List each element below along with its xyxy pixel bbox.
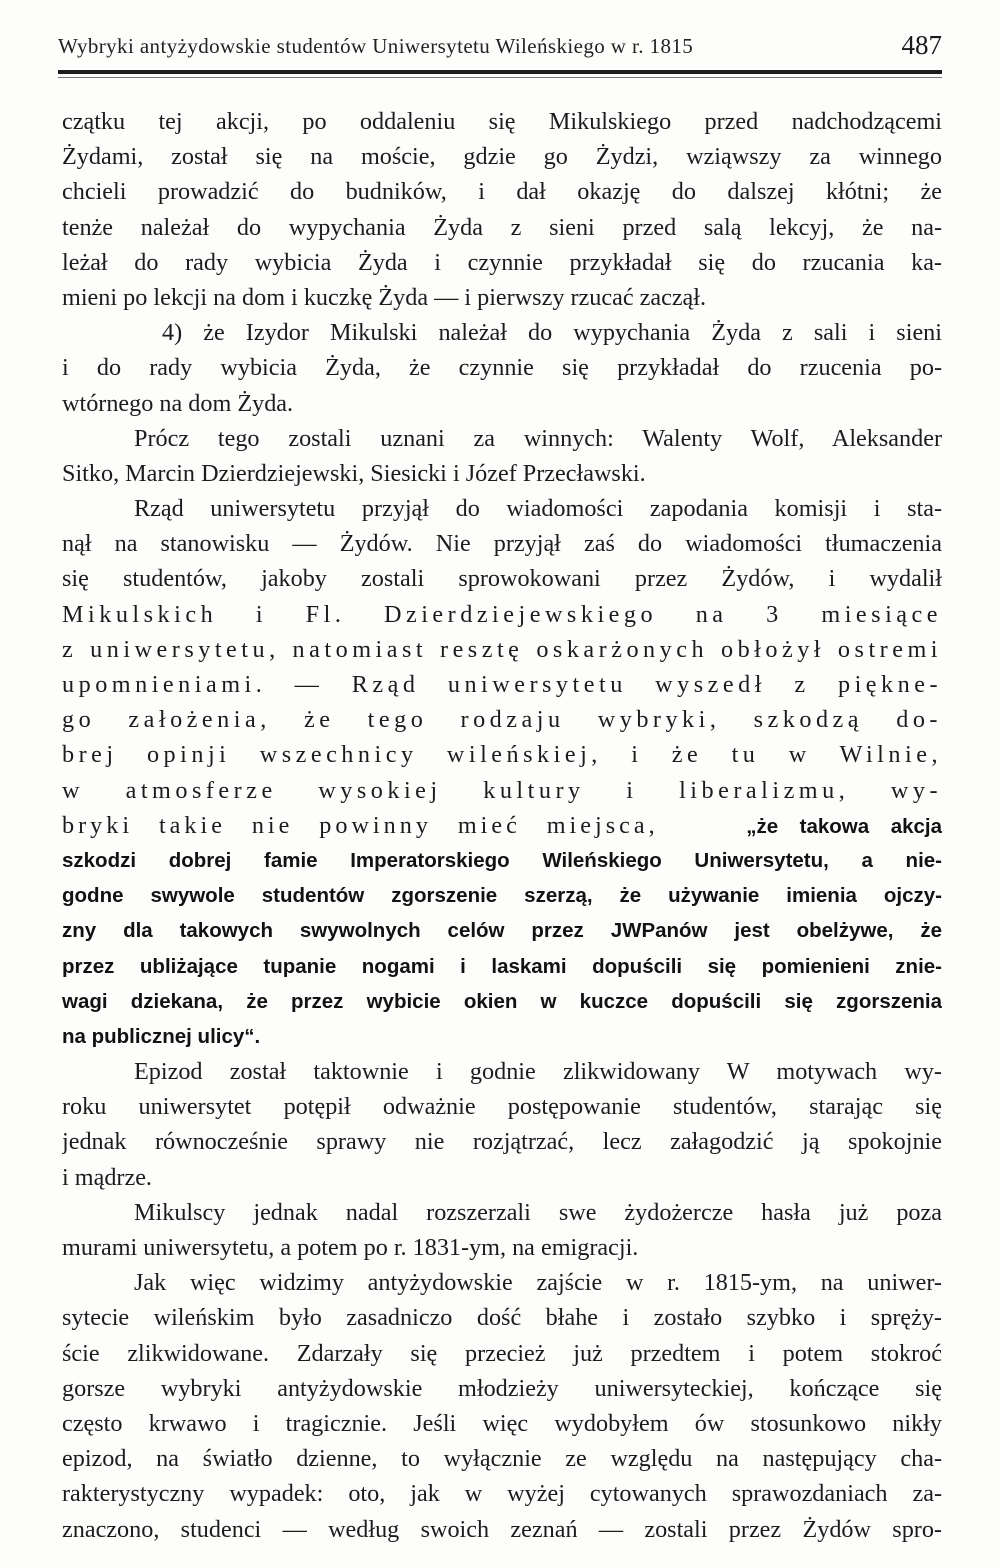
quote-line: szkodzi dobrej famie Imperatorskiego Wileńskiego Uniwersytetu, a nie- (62, 848, 942, 872)
text-line: i mądrze. (62, 1163, 152, 1191)
text-line: epizod, na światło dzienne, to wyłącznie ze względu na następujący cha- (62, 1445, 942, 1473)
text-line: mieni po lekcji na dom i kuczkę Żyda — i pierwszy rzucać zaczął. (62, 283, 707, 311)
quote-line: godne swywole studentów zgorszenie szerzą, że używanie imienia ojczy- (62, 884, 942, 908)
text-line: murami uniwersytetu, a potem po r. 1831-ym, na emigracji. (62, 1234, 639, 1261)
text-line: go założenia, że tego rodzaju wybryki, szkodzą do- (62, 706, 942, 734)
quote-line: zny dla takowych swywolnych celów przez JWPanów jest obelżywe, że (62, 919, 942, 943)
text-line: brej opinji wszechnicy wileńskiej, i że tu w Wilnie, (62, 741, 942, 769)
text-line: chcieli prowadzić do budników, i dał okazję do dalszej kłótni; że (62, 178, 942, 206)
page-number: 487 (901, 30, 942, 60)
text-line: upomnieniami. — Rząd uniwersytetu wyszedł z piękne- (62, 671, 942, 698)
text-line: Prócz tego zostali uznani za winnych: Walenty Wolf, Aleksander (134, 424, 942, 452)
text-line: Epizod został taktownie i godnie zlikwidowany W motywach wy- (134, 1058, 942, 1086)
text-line: Żydami, został się na moście, gdzie go Żydzi, wziąwszy za winnego (62, 143, 942, 171)
text-line: często krwawo i tragicznie. Jeśli więc wydobyłem ów stosunkowo nikły (62, 1409, 942, 1437)
text-line: rakterystyczny wypadek: oto, jak w wyżej cytowanych sprawozdaniach za- (62, 1480, 942, 1508)
text-line: się studentów, jakoby zostali sprowokowani przez Żydów, i wydalił (62, 565, 942, 593)
text-line: w atmosferze wysokiej kultury i liberalizmu, wy- (62, 776, 942, 804)
quote-line: przez ubliżające tupanie nogami i laskami dopuścili się pomienieni znie- (62, 954, 942, 978)
text-line-mixed (62, 808, 942, 843)
text-line: Mikulscy jednak nadal rozszerzali swe żydożercze hasła już poza (134, 1198, 942, 1226)
bold-run: „że takowa akcja (746, 814, 942, 838)
text-line: gorsze wybryki antyżydowskie młodzieży uniwersyteckiej, kończące się (62, 1374, 942, 1402)
header-rule (58, 70, 942, 74)
quote-line: na publicznej ulicy“. (62, 1024, 261, 1048)
text-line: Mikulskich i Fl. Dzierdziejewskiego na 3 miesiące (62, 600, 942, 628)
text-line: z uniwersytetu, natomiast resztę oskarżonych obłożył ostremi (62, 635, 942, 663)
body-text (62, 104, 942, 1547)
running-title: Wybryki antyżydowskie studentów Uniwersytetu Wileńskiego w r. 1815 (58, 34, 694, 58)
text-line: wtórnego na dom Żyda. (62, 389, 294, 417)
quote-line: wagi dziekana, że przez wybicie okien w kuczce dopuścili się zgorszenia (62, 989, 942, 1013)
text-line: znaczono, studenci — według swoich zeznań — zostali przez Żydów spro- (62, 1515, 942, 1543)
spaced-run: bryki takie nie powinny mieć miejsca, (62, 811, 659, 839)
text-line: leżał do rady wybicia Żyda i czynnie przykładał się do rzucania ka- (62, 248, 942, 276)
text-line: Rząd uniwersytetu przyjął do wiadomości zapodania komisji i sta- (134, 495, 942, 523)
text-line: i do rady wybicia Żyda, że czynnie się przykładał do rzucenia po- (62, 354, 942, 382)
text-line: 4) że Izydor Mikulski należał do wypychania Żyda z sali i sieni (162, 319, 942, 347)
running-head (58, 32, 942, 66)
text-line: tenże należał do wypychania Żyda z sieni przed salą lekcyj, że na- (62, 213, 942, 241)
text-line: sytecie wileńskim było zasadniczo dość błahe i zostało szybko i spręży- (62, 1304, 942, 1332)
text-line: Jak więc widzimy antyżydowskie zajście w r. 1815-ym, na uniwer- (134, 1269, 942, 1297)
text-line: roku uniwersytet potępił odważnie postępowanie studentów, starając się (62, 1093, 942, 1121)
text-line: czątku tej akcji, po oddaleniu się Mikulskiego przed nadchodzącemi (62, 108, 942, 135)
text-line: Sitko, Marcin Dzierdziejewski, Siesicki i Józef Przecławski. (62, 459, 646, 487)
text-line: jednak równocześnie sprawy nie rozjątrzać, lecz załagodzić ją spokojnie (62, 1128, 942, 1156)
text-line: ście zlikwidowane. Zdarzały się przecież już przedtem i potem stokroć (62, 1339, 942, 1367)
text-line: nął na stanowisku — Żydów. Nie przyjął zaś do wiadomości tłumaczenia (62, 530, 942, 558)
header-rule-thin (58, 77, 942, 78)
